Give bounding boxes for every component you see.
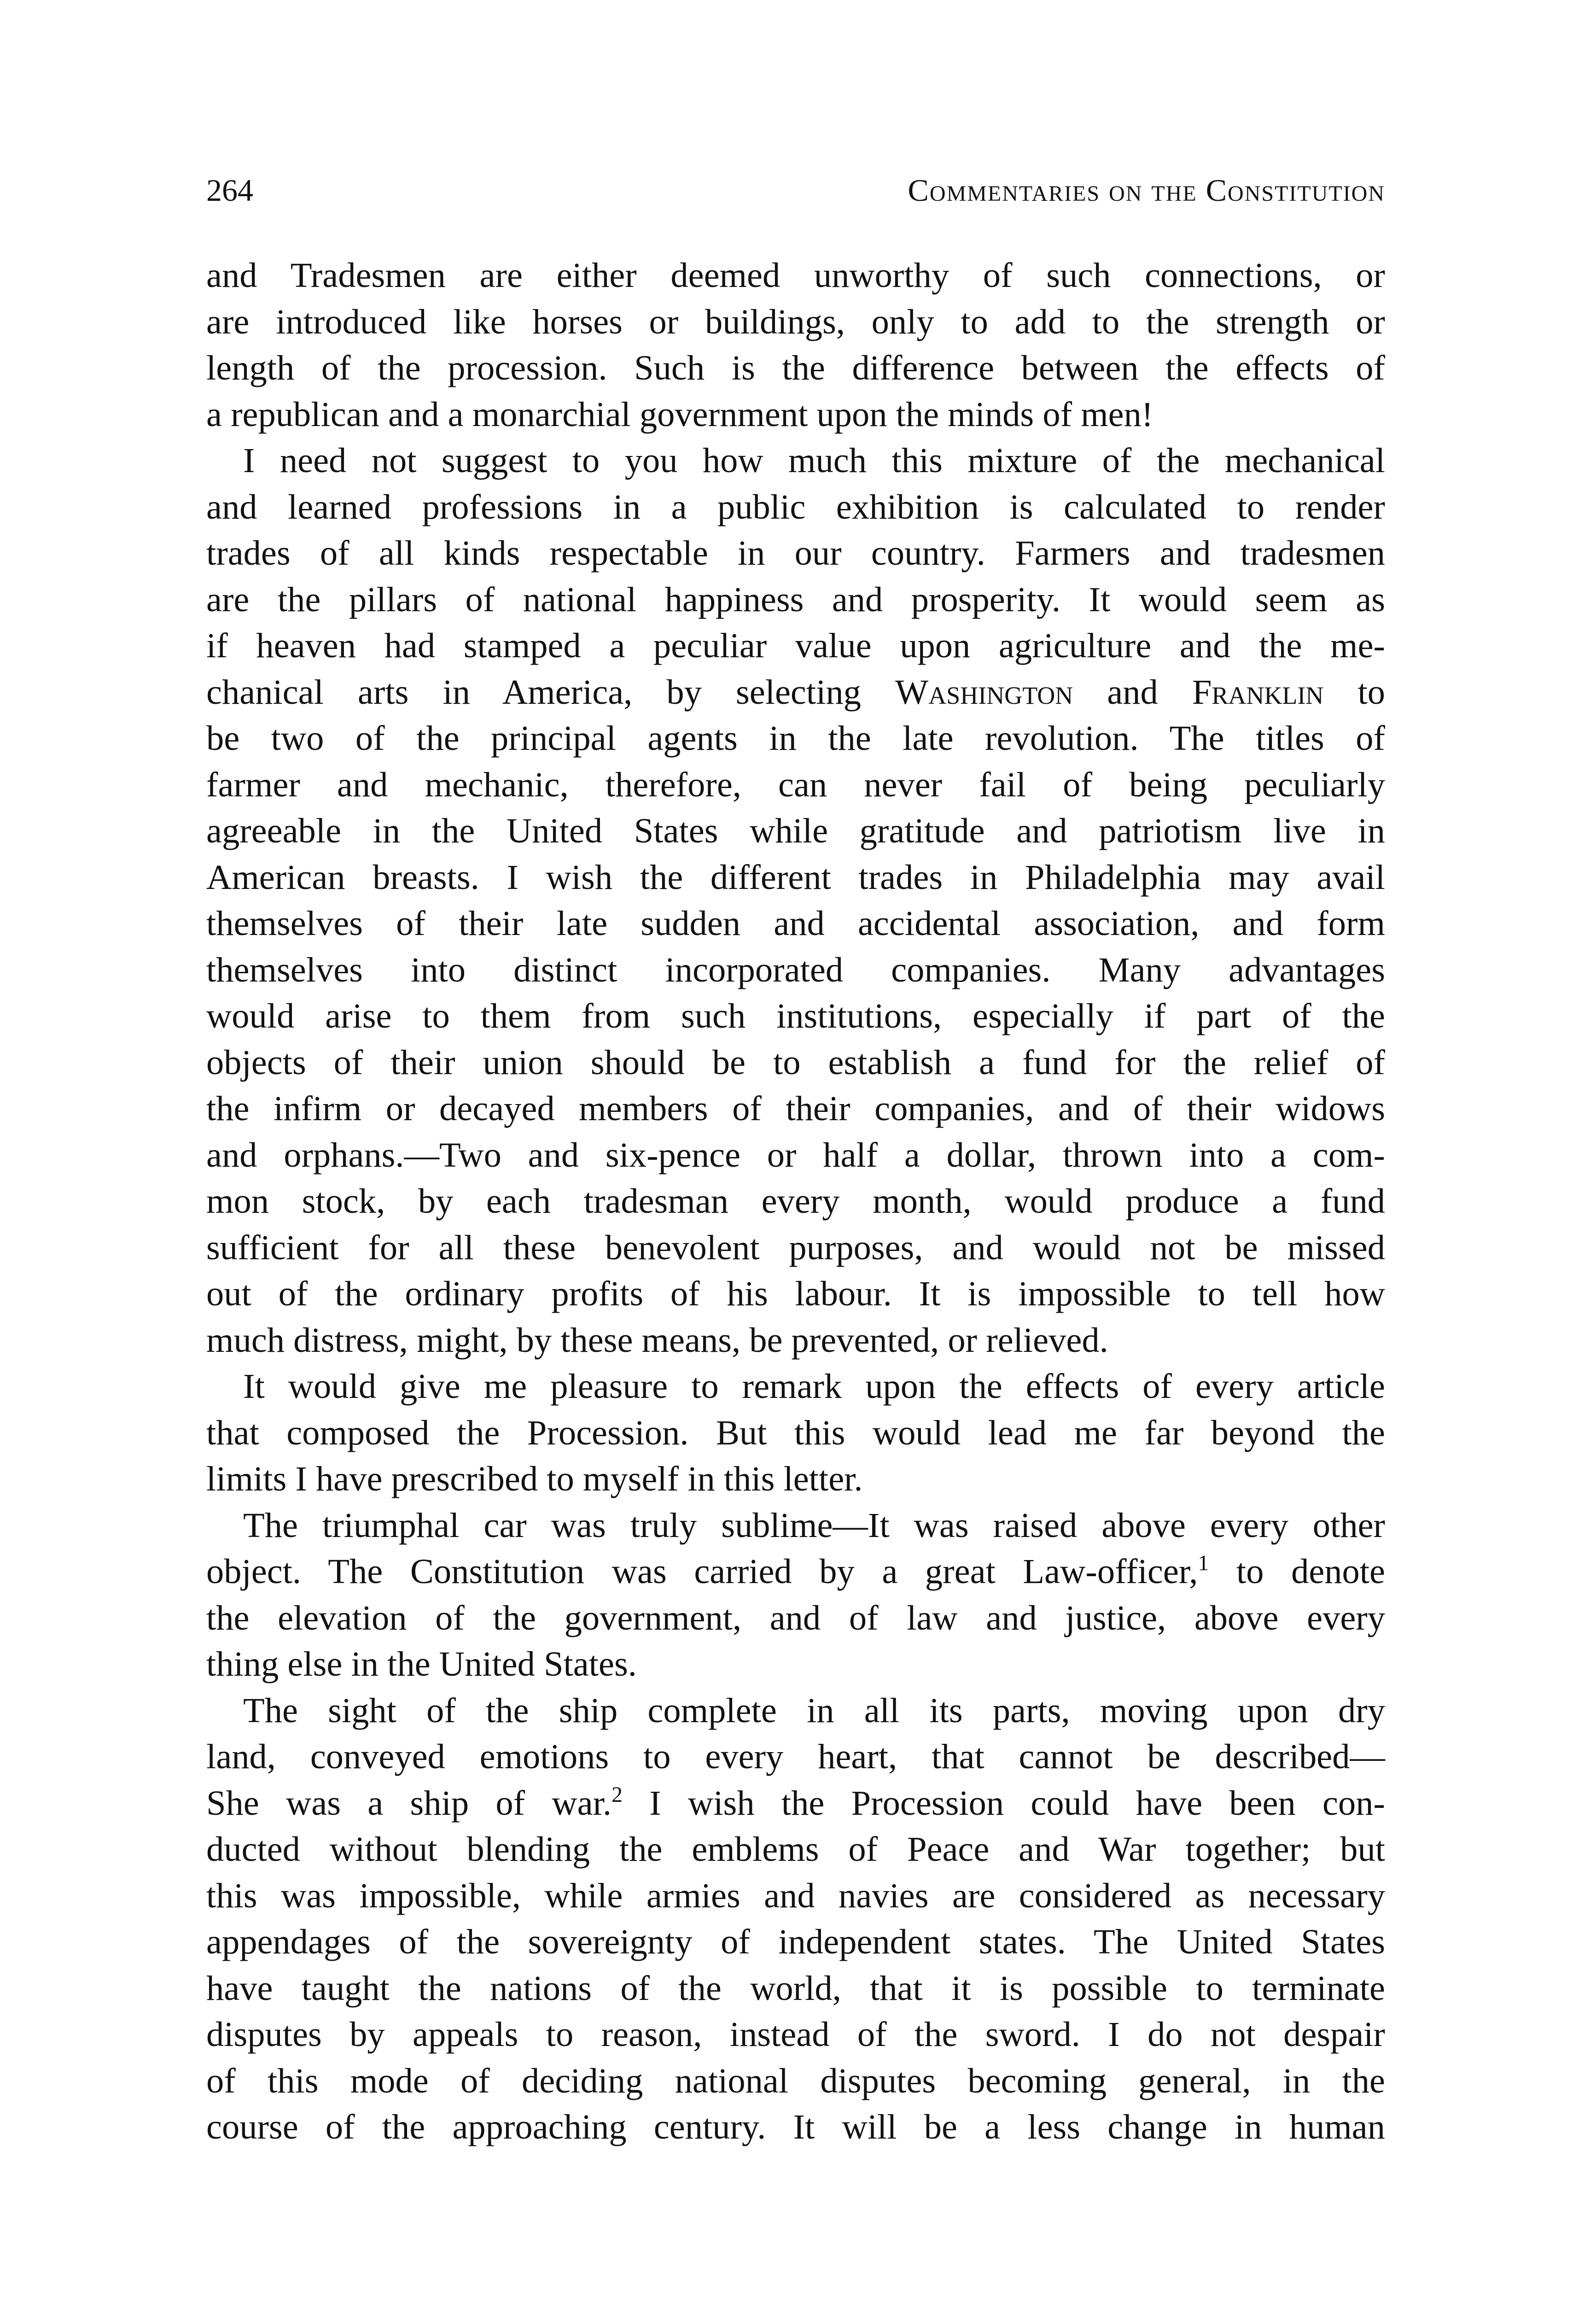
- text-line: disputes by appeals to reason, instead of the sword. I do not despair: [206, 2015, 1385, 2054]
- text-line: appendages of the sovereignty of independent states. The United States: [206, 1922, 1385, 1961]
- line-segment: She was a ship of war.: [206, 1783, 612, 1823]
- text-line: length of the procession. Such is the difference between the effects of: [206, 348, 1385, 387]
- paragraph-start-line: I need not suggest to you how much this mixture of the mechanical: [243, 441, 1385, 480]
- text-line: farmer and mechanic, therefore, can never fail of being peculiarly: [206, 765, 1385, 804]
- name-washington: Washington: [895, 672, 1073, 712]
- line-segment: object. The Constitution was carried by a great Law-officer,: [206, 1552, 1198, 1591]
- text-line: out of the ordinary profits of his labour. It is impossible to tell how: [206, 1274, 1385, 1313]
- text-line: and Tradesmen are either deemed unworthy of such connections, or: [206, 256, 1385, 295]
- text-line: [206, 1780, 1385, 1827]
- paragraph-start-line: The sight of the ship complete in all its parts, moving upon dry: [243, 1690, 1385, 1730]
- text-line: the infirm or decayed members of their companies, and of their widows: [206, 1089, 1385, 1128]
- text-line: thing else in the United States.: [206, 1644, 637, 1683]
- text-line: if heaven had stamped a peculiar value upon agriculture and the me-: [206, 626, 1385, 665]
- text-line: would arise to them from such institutions, especially if part of the: [206, 996, 1385, 1035]
- text-line: the elevation of the government, and of law and justice, above every: [206, 1598, 1385, 1637]
- text-line: and orphans.—Two and six-pence or half a dollar, thrown into a com-: [206, 1135, 1385, 1175]
- text-line: that composed the Procession. But this would lead me far beyond the: [206, 1413, 1385, 1452]
- text-line: course of the approaching century. It will be a less change in human: [206, 2107, 1385, 2146]
- line-segment: to: [1357, 672, 1385, 712]
- page-number: 264: [206, 173, 253, 208]
- body-text: [206, 252, 1385, 2151]
- line-segment: chanical arts in America, by selecting: [206, 672, 861, 712]
- text-line: have taught the nations of the world, that it is possible to terminate: [206, 1968, 1385, 2008]
- text-line: limits I have prescribed to myself in this letter.: [206, 1459, 863, 1498]
- line-segment: I wish the Procession could have been con-: [622, 1783, 1385, 1823]
- footnote-ref-1: 1: [1198, 1551, 1209, 1575]
- text-line: of this mode of deciding national disputes becoming general, in the: [206, 2061, 1385, 2100]
- running-title: Commentaries on the Constitution: [908, 173, 1385, 208]
- name-franklin: Franklin: [1192, 672, 1324, 712]
- text-line: mon stock, by each tradesman every month, would produce a fund: [206, 1181, 1385, 1221]
- text-line: be two of the principal agents in the late revolution. The titles of: [206, 719, 1385, 758]
- paragraph-start-line: The triumphal car was truly sublime—It was raised above every other: [243, 1505, 1385, 1545]
- text-line: trades of all kinds respectable in our country. Farmers and tradesmen: [206, 533, 1385, 573]
- text-line: sufficient for all these benevolent purposes, and would not be missed: [206, 1227, 1385, 1267]
- text-line: land, conveyed emotions to every heart, that cannot be described—: [206, 1737, 1385, 1776]
- running-head: [206, 170, 1385, 211]
- text-line: American breasts. I wish the different trades in Philadelphia may avail: [206, 857, 1385, 897]
- text-line: [206, 669, 1385, 716]
- text-line: a republican and a monarchial government upon the minds of men!: [206, 394, 1153, 434]
- text-line: and learned professions in a public exhibition is calculated to render: [206, 487, 1385, 526]
- line-segment: and: [1107, 672, 1158, 712]
- text-line: are introduced like horses or buildings, only to add to the strength or: [206, 302, 1385, 341]
- line-segment: to denote: [1209, 1552, 1385, 1591]
- text-line: themselves into distinct incorporated companies. Many advantages: [206, 950, 1385, 989]
- text-line: agreeable in the United States while gratitude and patriotism live in: [206, 811, 1385, 850]
- text-line: [206, 1549, 1385, 1595]
- text-line: are the pillars of national happiness and prosperity. It would seem as: [206, 579, 1385, 619]
- text-line: ducted without blending the emblems of Peace and War together; but: [206, 1830, 1385, 1869]
- text-line: objects of their union should be to establish a fund for the relief of: [206, 1042, 1385, 1082]
- text-line: much distress, might, by these means, be prevented, or relieved.: [206, 1320, 1108, 1360]
- text-line: themselves of their late sudden and accidental association, and form: [206, 904, 1385, 943]
- paragraph-start-line: It would give me pleasure to remark upon the effects of every article: [243, 1367, 1385, 1406]
- footnote-ref-2: 2: [611, 1782, 623, 1807]
- text-line: this was impossible, while armies and navies are considered as necessary: [206, 1876, 1385, 1915]
